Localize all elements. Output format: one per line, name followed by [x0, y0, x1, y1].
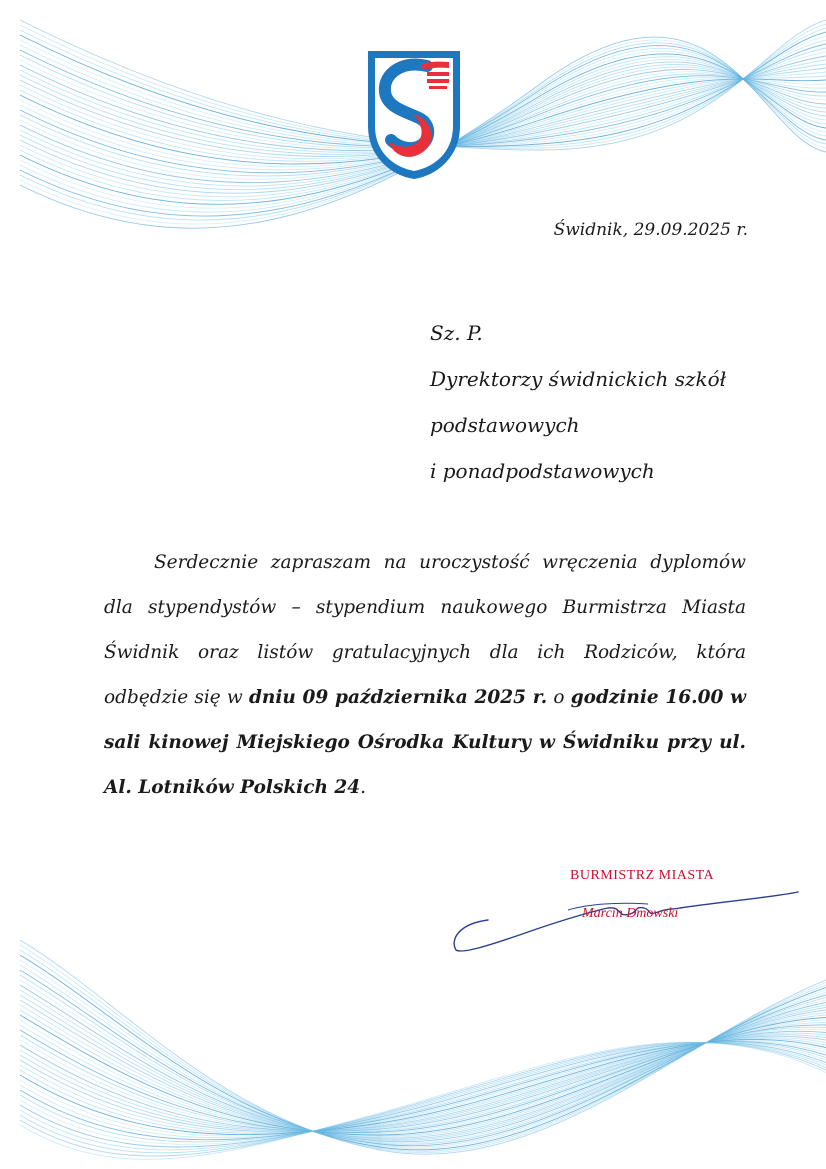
city-crest-icon: [365, 48, 463, 182]
addressee-line: Sz. P.: [430, 321, 483, 345]
addressee-line: i ponadpodstawowych: [430, 459, 655, 483]
addressee-line: Dyrektorzy świdnickich szkół: [430, 367, 727, 391]
invitation-body: [104, 540, 746, 810]
body-text-part: Serdecznie zapraszam na uroczystość wręczenia dyplomów dla stypendystów – stypendium naukowego Burmistrza Miasta Świdnik oraz listów gratulacyjnych dla ich Rodziców, która odbędzie się w: [104, 552, 746, 708]
body-text-part: o: [547, 687, 571, 708]
addressee-block: [430, 310, 726, 494]
signatory-title: BURMISTRZ MIASTA: [570, 868, 715, 883]
body-text-part: .: [360, 777, 366, 798]
event-time-location: godzinie 16.00 w sali kinowej Miejskiego Ośrodka Kultury w Świdniku przy ul. Al. Lotników Polskich 24: [104, 687, 747, 798]
bottom-wave-decoration: [0, 920, 826, 1169]
event-date: dniu 09 października 2025 r.: [248, 687, 548, 708]
addressee-line: podstawowych: [430, 413, 580, 437]
signatory-name: Marcin Dmowski: [582, 906, 679, 921]
letter-date: Świdnik, 29.09.2025 r.: [553, 220, 748, 240]
